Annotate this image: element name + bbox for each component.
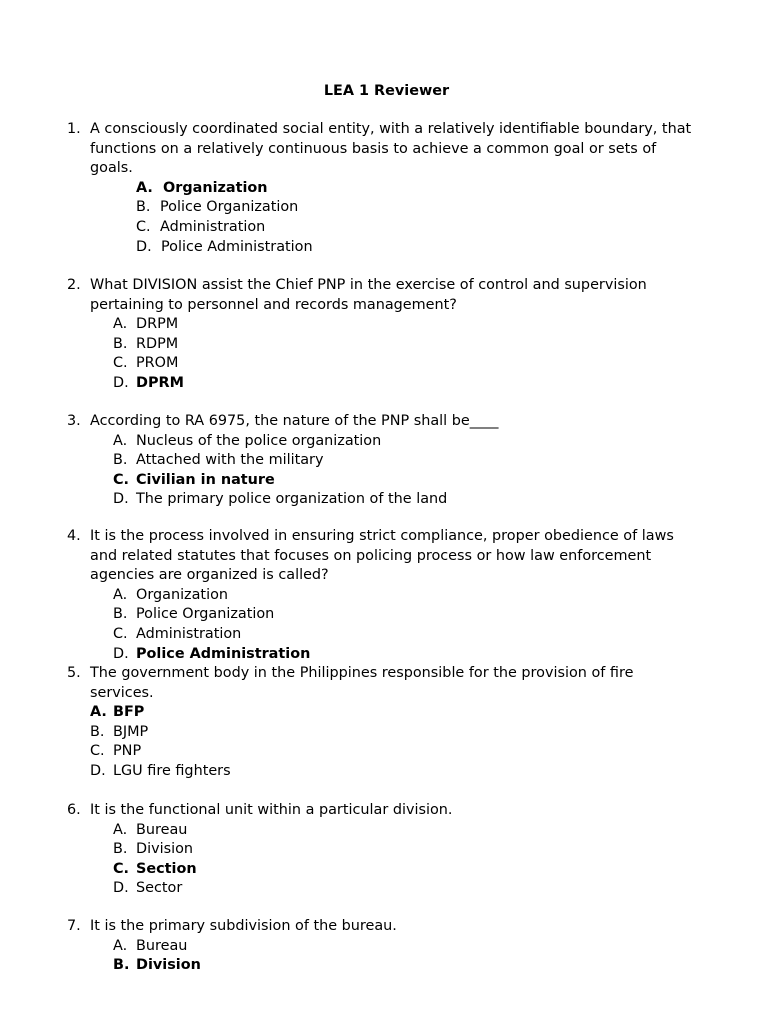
question-text: agencies are organized is called?: [90, 567, 329, 584]
option-letter: B.: [113, 335, 128, 352]
question-text: The government body in the Philippines responsible for the provision of fire: [90, 665, 634, 681]
answer-option: [0, 879, 768, 899]
answer-option: [0, 335, 768, 355]
option-letter: A.: [113, 937, 128, 954]
question-4: [0, 527, 768, 664]
question-line: [0, 527, 768, 547]
option-text-correct: Organization: [163, 179, 268, 196]
question-number: 1.: [67, 121, 81, 137]
option-letter: B.: [113, 606, 128, 623]
option-letter: D.: [90, 762, 106, 779]
option-letter: A.: [136, 179, 153, 196]
question-5: [0, 664, 768, 782]
question-line: [0, 296, 768, 316]
question-3: [0, 412, 768, 510]
question-text: and related statutes that focuses on policing process or how law enforcement: [90, 547, 652, 564]
question-line: [0, 566, 768, 586]
option-letter: A.: [90, 704, 107, 721]
answer-option: [0, 860, 768, 880]
answer-option: [0, 374, 768, 394]
answer-option: [0, 625, 768, 645]
question-text: It is the process involved in ensuring strict compliance, proper obedience of laws: [90, 528, 674, 544]
option-text: Police Organization: [160, 199, 299, 216]
option-text: Nucleus of the police organization: [136, 432, 382, 449]
question-text: According to RA 6975, the nature of the PNP shall be____: [90, 413, 499, 429]
document-title: LEA 1 Reviewer: [323, 83, 450, 99]
question-number: 5.: [67, 665, 81, 681]
question-line: [0, 664, 768, 684]
question-line: [0, 276, 768, 296]
answer-option: [0, 315, 768, 335]
question-line: [0, 547, 768, 567]
option-text-correct: Division: [136, 957, 201, 974]
answer-option: [0, 179, 768, 199]
question-text: What DIVISION assist the Chief PNP in the exercise of control and supervision: [90, 277, 647, 293]
option-letter: B.: [113, 957, 130, 974]
option-text-correct: BFP: [113, 704, 145, 721]
answer-option: [0, 645, 768, 665]
question-line: [0, 917, 768, 937]
answer-option: [0, 937, 768, 957]
question-text: It is the functional unit within a particular division.: [90, 802, 453, 818]
option-letter: A.: [113, 432, 128, 449]
question-text: goals.: [90, 160, 133, 177]
question-number: 4.: [67, 528, 81, 544]
option-text: Sector: [136, 880, 183, 897]
option-text: Administration: [136, 625, 242, 642]
answer-option: [0, 956, 768, 976]
question-line: [0, 412, 768, 432]
option-letter: C.: [136, 218, 151, 235]
answer-option: [0, 490, 768, 510]
option-letter: A.: [113, 586, 128, 603]
option-text: PNP: [113, 743, 142, 760]
option-text: PROM: [136, 355, 179, 372]
option-letter: B.: [113, 841, 128, 858]
question-text: services.: [90, 684, 154, 701]
option-letter: C.: [113, 625, 128, 642]
question-text: functions on a relatively continuous basis to achieve a common goal or sets of: [90, 140, 657, 157]
option-text: RDPM: [136, 335, 179, 352]
option-letter: C.: [113, 355, 128, 372]
question-number: 3.: [67, 413, 81, 429]
option-text: LGU fire fighters: [113, 762, 231, 779]
answer-option: [0, 354, 768, 374]
option-text: Division: [136, 841, 194, 858]
option-text: Police Administration: [161, 238, 313, 255]
answer-option: [0, 198, 768, 218]
option-letter: D.: [113, 374, 129, 391]
answer-option: [0, 605, 768, 625]
option-letter: A.: [113, 821, 128, 838]
question-number: 6.: [67, 802, 81, 818]
answer-option: [0, 471, 768, 491]
option-text-correct: Police Administration: [136, 645, 311, 662]
option-text: The primary police organization of the land: [136, 491, 448, 508]
option-letter: C.: [90, 743, 105, 760]
option-text: Bureau: [136, 821, 188, 838]
question-6: [0, 801, 768, 899]
question-line: [0, 801, 768, 821]
option-letter: D.: [113, 880, 129, 897]
option-text: Police Organization: [136, 606, 275, 623]
answer-option: [0, 432, 768, 452]
option-letter: A.: [113, 316, 128, 333]
question-1: [0, 120, 768, 257]
option-letter: D.: [113, 645, 129, 662]
question-number: 7.: [67, 918, 81, 934]
option-text: Organization: [136, 586, 229, 603]
question-2: [0, 276, 768, 394]
answer-option: [0, 238, 768, 258]
option-text: DRPM: [136, 316, 179, 333]
option-letter: B.: [90, 723, 105, 740]
answer-option: [0, 840, 768, 860]
option-text-correct: Civilian in nature: [136, 471, 275, 488]
option-letter: B.: [136, 199, 151, 216]
option-letter: C.: [113, 471, 130, 488]
answer-option: [0, 451, 768, 471]
option-letter: B.: [113, 452, 128, 469]
answer-option: [0, 742, 768, 762]
answer-option: [0, 218, 768, 238]
question-line: [0, 140, 768, 160]
question-line: [0, 159, 768, 179]
option-letter: C.: [113, 860, 130, 877]
option-text: Attached with the military: [136, 452, 324, 469]
option-letter: D.: [136, 238, 152, 255]
option-text: BJMP: [113, 723, 149, 740]
answer-option: [0, 723, 768, 743]
option-text: Administration: [160, 218, 266, 235]
question-number: 2.: [67, 277, 81, 293]
question-line: [0, 120, 768, 140]
option-letter: D.: [113, 491, 129, 508]
answer-option: [0, 821, 768, 841]
question-line: [0, 684, 768, 704]
answer-option: [0, 586, 768, 606]
question-text: It is the primary subdivision of the bureau.: [90, 918, 397, 934]
question-7: [0, 917, 768, 976]
answer-option: [0, 762, 768, 782]
answer-option: [0, 703, 768, 723]
option-text-correct: Section: [136, 860, 197, 877]
question-text: pertaining to personnel and records management?: [90, 296, 457, 313]
option-text-correct: DPRM: [136, 374, 184, 391]
question-text: A consciously coordinated social entity, with a relatively identifiable boundary, that: [90, 121, 692, 137]
option-text: Bureau: [136, 937, 188, 954]
